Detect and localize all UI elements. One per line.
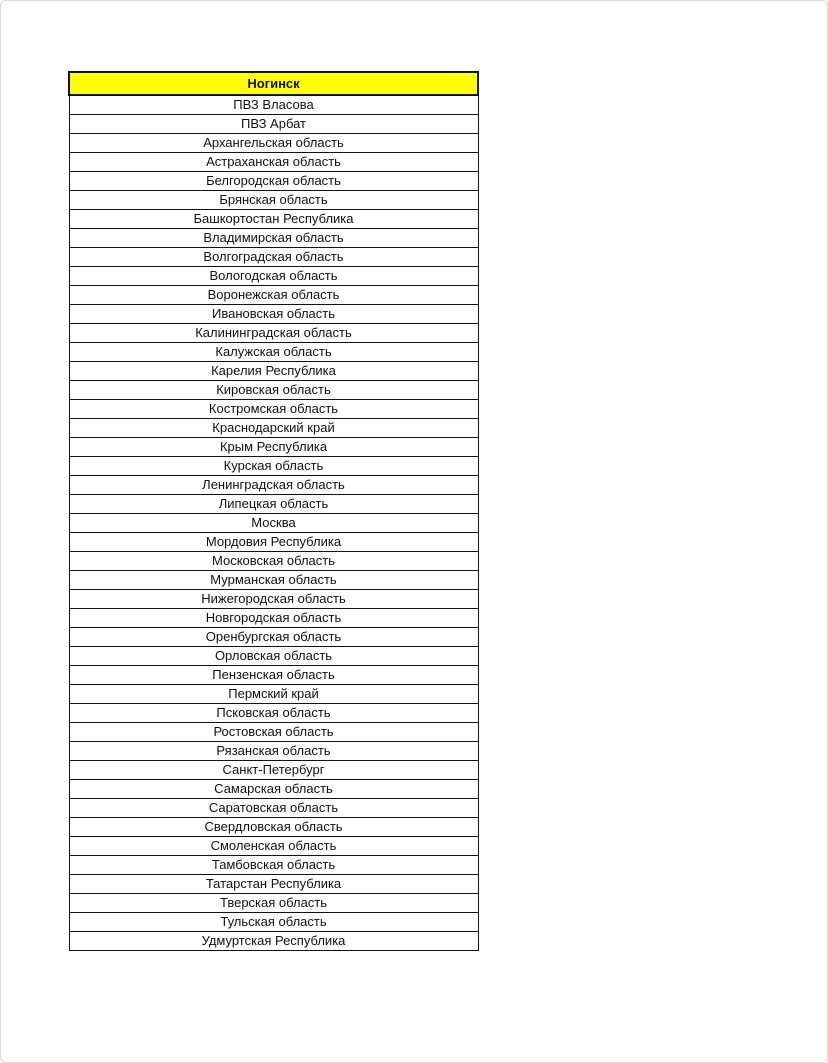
table-row	[69, 476, 478, 495]
table-row	[69, 191, 478, 210]
table-row	[69, 362, 478, 381]
table-cell: Брянская область	[69, 191, 478, 210]
table-row	[69, 533, 478, 552]
table-row	[69, 343, 478, 362]
table-cell: Карелия Республика	[69, 362, 478, 381]
table-row	[69, 267, 478, 286]
table-row	[69, 286, 478, 305]
table-cell: Самарская область	[69, 780, 478, 799]
table-row	[69, 723, 478, 742]
table-row	[69, 590, 478, 609]
table-cell: Тамбовская область	[69, 856, 478, 875]
table-row	[69, 419, 478, 438]
table-row	[69, 932, 478, 951]
table-row	[69, 438, 478, 457]
table-row	[69, 837, 478, 856]
table-row	[69, 818, 478, 837]
table-cell: Тверская область	[69, 894, 478, 913]
table-row	[69, 457, 478, 476]
table-cell: Санкт-Петербург	[69, 761, 478, 780]
table-row	[69, 685, 478, 704]
table-cell: Нижегородская область	[69, 590, 478, 609]
table-cell: Смоленская область	[69, 837, 478, 856]
table-cell: Курская область	[69, 457, 478, 476]
table-cell: Калужская область	[69, 343, 478, 362]
table-row	[69, 894, 478, 913]
table-cell: Мурманская область	[69, 571, 478, 590]
table-row	[69, 248, 478, 267]
table-cell: Ивановская область	[69, 305, 478, 324]
table-row	[69, 742, 478, 761]
table-cell: Татарстан Республика	[69, 875, 478, 894]
table-row	[69, 799, 478, 818]
table-cell: Ростовская область	[69, 723, 478, 742]
table-row	[69, 305, 478, 324]
table-header-noginsk: Ногинск	[69, 72, 478, 95]
table-cell: Оренбургская область	[69, 628, 478, 647]
table-cell: Удмуртская Республика	[69, 932, 478, 951]
table-row	[69, 210, 478, 229]
table-row	[69, 552, 478, 571]
table-row	[69, 134, 478, 153]
table-row	[69, 628, 478, 647]
table-row	[69, 381, 478, 400]
table-row	[69, 324, 478, 343]
table-row	[69, 875, 478, 894]
table-row	[69, 780, 478, 799]
table-row	[69, 761, 478, 780]
table-cell: Саратовская область	[69, 799, 478, 818]
table-row	[69, 514, 478, 533]
table-cell: Москва	[69, 514, 478, 533]
table-cell: Калининградская область	[69, 324, 478, 343]
table-cell: Тульская область	[69, 913, 478, 932]
table-cell: Астраханская область	[69, 153, 478, 172]
table-cell: Волгоградская область	[69, 248, 478, 267]
table-row	[69, 647, 478, 666]
table-cell: ПВЗ Власова	[69, 95, 478, 115]
table-cell: Псковская область	[69, 704, 478, 723]
table-row	[69, 115, 478, 134]
table-cell: Свердловская область	[69, 818, 478, 837]
table-cell: Кировская область	[69, 381, 478, 400]
table-cell: Ленинградская область	[69, 476, 478, 495]
table-row	[69, 913, 478, 932]
table-body	[69, 95, 478, 951]
table-cell: Крым Республика	[69, 438, 478, 457]
table-cell: Башкортостан Республика	[69, 210, 478, 229]
table-cell: Липецкая область	[69, 495, 478, 514]
table-row	[69, 400, 478, 419]
table-row	[69, 153, 478, 172]
table-cell: Мордовия Республика	[69, 533, 478, 552]
table-cell: ПВЗ Арбат	[69, 115, 478, 134]
table-row	[69, 172, 478, 191]
table-cell: Белгородская область	[69, 172, 478, 191]
table-cell: Московская область	[69, 552, 478, 571]
table-cell: Пермский край	[69, 685, 478, 704]
table-row	[69, 571, 478, 590]
region-table	[68, 71, 479, 951]
table-cell: Вологодская область	[69, 267, 478, 286]
table-cell: Костромская область	[69, 400, 478, 419]
table-cell: Архангельская область	[69, 134, 478, 153]
table-cell: Новгородская область	[69, 609, 478, 628]
table-cell: Воронежская область	[69, 286, 478, 305]
table-cell: Пензенская область	[69, 666, 478, 685]
table-cell: Краснодарский край	[69, 419, 478, 438]
table-cell: Рязанская область	[69, 742, 478, 761]
table-row	[69, 856, 478, 875]
table-cell: Владимирская область	[69, 229, 478, 248]
table-row	[69, 95, 478, 115]
table-cell: Орловская область	[69, 647, 478, 666]
table-row	[69, 609, 478, 628]
table-row	[69, 495, 478, 514]
table-row	[69, 229, 478, 248]
table-row	[69, 666, 478, 685]
header-row	[69, 72, 478, 95]
table-row	[69, 704, 478, 723]
